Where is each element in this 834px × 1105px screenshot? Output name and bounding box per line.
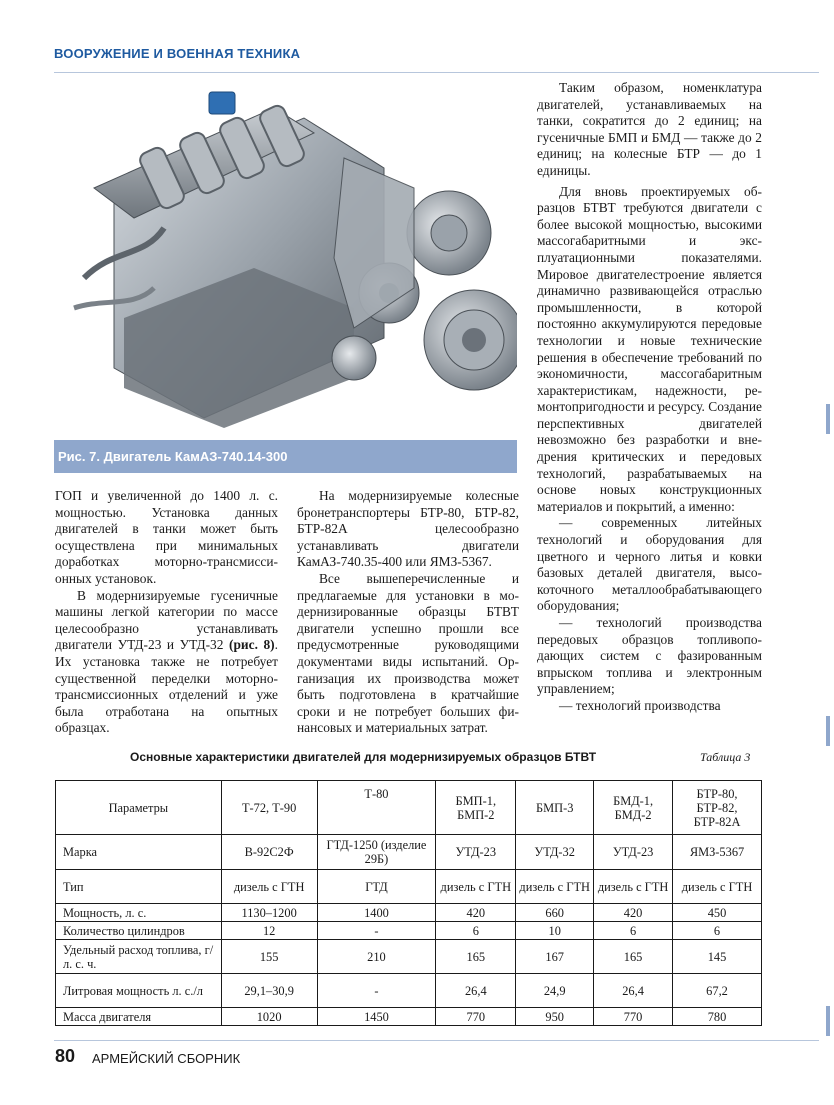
table-cell: 1400 — [317, 904, 436, 922]
middle-column — [297, 488, 519, 737]
right-paragraph-3: — современных литейных технологий и оборудования для цветного и черного литья и ковки базовых деталей двигателя, высокоточного металлообрабатывающего оборудования; — [537, 515, 762, 614]
table-cell: В-92С2Ф — [221, 835, 317, 870]
table-number: Таблица 3 — [700, 750, 751, 764]
table-cell: 29,1–30,9 — [221, 974, 317, 1008]
row-label: Удельный расход топлива, г/л. с. ч. — [56, 940, 222, 974]
engine-photo — [54, 78, 517, 440]
magazine-name: АРМЕЙСКИЙ СБОРНИК — [92, 1051, 241, 1066]
header-col-5: БМД-1, БМД-2 — [594, 781, 673, 835]
table-cell: 155 — [221, 940, 317, 974]
table-cell: 24,9 — [516, 974, 594, 1008]
table-cell: УТД-23 — [594, 835, 673, 870]
table-row — [56, 974, 762, 1008]
table-cell: дизель с ГТН — [594, 870, 673, 904]
header-col-3: БМП-1, БМП-2 — [436, 781, 516, 835]
figure-reference: (рис. 8) — [229, 637, 275, 653]
table-cell: 780 — [673, 1008, 762, 1026]
table-cell: - — [317, 974, 436, 1008]
table-cell: 660 — [516, 904, 594, 922]
table-cell: 950 — [516, 1008, 594, 1026]
table-cell: 67,2 — [673, 974, 762, 1008]
table-cell: 165 — [594, 940, 673, 974]
header-divider — [54, 72, 819, 73]
table-row — [56, 1008, 762, 1026]
row-label: Марка — [56, 835, 222, 870]
table-cell: ГТД — [317, 870, 436, 904]
table-cell: УТД-32 — [516, 835, 594, 870]
table-cell: 12 — [221, 922, 317, 940]
right-paragraph-4: — технологий производства передовых образцов топливоподающих систем с фазированным впрыском топлива и электронным управлением; — [537, 615, 762, 697]
table-cell: 6 — [594, 922, 673, 940]
right-paragraph-1: Таким образом, номенклатура двигателей, устанавливаемых на танки, сократится до 2 единиц; на гусеничные БМП и БМД — также до 2 единиц; на колесные БТР — до 1 единицы. — [537, 80, 762, 178]
table-cell: 210 — [317, 940, 436, 974]
table-cell: дизель с ГТН — [436, 870, 516, 904]
right-paragraph-5: — технологий производства — [559, 697, 721, 713]
table-cell: УТД-23 — [436, 835, 516, 870]
table-row — [56, 940, 762, 974]
section-header: ВООРУЖЕНИЕ И ВОЕННАЯ ТЕХНИКА — [54, 46, 301, 61]
page-edge-marker — [826, 404, 830, 434]
table-cell: 770 — [594, 1008, 673, 1026]
page-number: 80 — [55, 1046, 76, 1066]
table-cell: дизель с ГТН — [516, 870, 594, 904]
table-cell: 1450 — [317, 1008, 436, 1026]
table-cell: дизель с ГТН — [221, 870, 317, 904]
right-paragraph-2: Для вновь проектируемых образцов БТВТ требуются двигатели с более высокой мощностью, высокими массогабаритными и эксплуатационными показателями. Мировое двигателестроение является динамично развивающейся отраслью промышленности, в которой постоянно аккумулируются передовые технологии и новые технические решения в обеспечение требований по экономичности, массогабаритным характеристикам, надежности, ремонтопригодности и ресурсу. Создание перспективных двигателей невозможно без разработки и внедрения критических и передовых технологий, разрабатываемых на основе новых конструкционных материалов и покрытий, а именно: — [537, 183, 762, 514]
table-cell: 10 — [516, 922, 594, 940]
table-title: Основные характеристики двигателей для модернизируемых образцов БТВТ — [130, 750, 597, 764]
table-row — [56, 835, 762, 870]
table-cell: 167 — [516, 940, 594, 974]
left-paragraph-2: В модернизируемые гусеничные машины легкой категории по массе целесообразно устанавливать двигатели УТД-23 и УТД-32 (рис. 8). Их установка также не потребует существенной переделки моторно-трансмиссионных отделений и уже была отработана на опытных образцах. — [55, 587, 278, 736]
table-row — [56, 870, 762, 904]
header-param: Параметры — [56, 781, 222, 835]
page-edge-marker — [826, 716, 830, 746]
specs-table — [55, 780, 762, 1026]
table-header-row — [56, 781, 762, 835]
table-row — [56, 904, 762, 922]
header-col-4: БМП-3 — [516, 781, 594, 835]
header-col-1: Т-72, Т-90 — [221, 781, 317, 835]
table-cell: - — [317, 922, 436, 940]
row-label: Масса двигателя — [56, 1008, 222, 1026]
table-cell: 6 — [436, 922, 516, 940]
middle-paragraph-1: На модернизируемые колесные бронетранспортеры БТР-80, БТР-82, БТР-82А целесообразно устанавливать двигатели КамАЗ-740.35-400 или ЯМЗ-5367. — [297, 488, 519, 570]
middle-paragraph-2: Все вышеперечисленные и предлагаемые для установки в модернизированные образцы БТВТ двигатели успешно прошли все предусмотренные руководящими документами виды испытаний. Организация их производства может быть подготовлена в кратчайшие сроки и не потребует больших финансовых и материальных затрат. — [297, 570, 519, 736]
table-cell: ГТД-1250 (изделие 29Б) — [317, 835, 436, 870]
table-cell: 1130–1200 — [221, 904, 317, 922]
header-col-6: БТР-80, БТР-82, БТР-82А — [673, 781, 762, 835]
footer-divider — [54, 1040, 819, 1041]
table-cell: дизель с ГТН — [673, 870, 762, 904]
left-paragraph-1: ГОП и увеличенной до 1400 л. с. мощностью. Установка данных двигателей в танки может быть осуществлена при минимальных доработках моторно-трансмиссионных установок. — [55, 488, 278, 586]
page-edge-marker — [826, 1006, 830, 1036]
table-cell: 1020 — [221, 1008, 317, 1026]
table-cell: 770 — [436, 1008, 516, 1026]
right-column — [537, 80, 762, 715]
table-row — [56, 922, 762, 940]
table-cell: 165 — [436, 940, 516, 974]
left-column — [55, 488, 278, 737]
table-cell: ЯМЗ-5367 — [673, 835, 762, 870]
table-cell: 420 — [594, 904, 673, 922]
table-cell: 26,4 — [436, 974, 516, 1008]
table-cell: 420 — [436, 904, 516, 922]
header-col-2: Т-80 — [317, 781, 436, 835]
table-cell: 450 — [673, 904, 762, 922]
row-label: Тип — [56, 870, 222, 904]
table-cell: 26,4 — [594, 974, 673, 1008]
figure-caption: Рис. 7. Двигатель КамАЗ-740.14-300 — [54, 440, 517, 473]
table-cell: 6 — [673, 922, 762, 940]
row-label: Количество цилиндров — [56, 922, 222, 940]
row-label: Литровая мощность л. с./л — [56, 974, 222, 1008]
table-cell: 145 — [673, 940, 762, 974]
row-label: Мощность, л. с. — [56, 904, 222, 922]
